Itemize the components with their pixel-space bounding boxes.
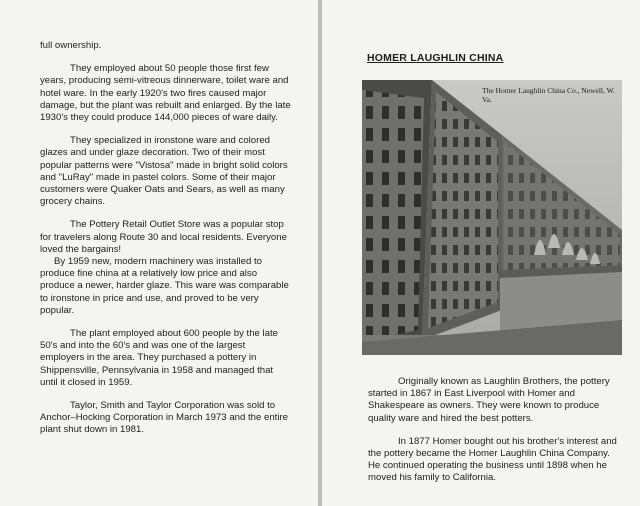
paragraph: The Pottery Retail Outlet Store was a popular stop for travelers along Route 30 and local residents. Everyone loved the bargains! (40, 219, 287, 255)
paragraph: They employed about 50 people those first few years, producing semi-vitreous dinnerware, toilet ware and hotel ware. In the early 1920's two fires caused major damage, but the plant was rebuilt and enlarged. By the late 1930's they could produce 144,000 pieces of ware daily. (40, 63, 291, 124)
photo-caption: The Homer Laughlin China Co., Newell, W. Va. (482, 86, 615, 104)
paragraph: They specialized in ironstone ware and colored glazes and under glaze decoration. Two of their most popular patterns were "Vistosa" made in bright solid colors and "LuRay" made in pastel colors. Some of their major customers were Quaker Oats and Sears, as well as many grocery chains. (40, 135, 288, 208)
paragraph: In 1877 Homer bought out his brother's interest and the pottery became the Homer Laughlin China Company. He continued operating the business until 1898 when he moved his family to California. (368, 435, 617, 484)
paragraph: By 1959 new, modern machinery was installed to produce fine china at a relatively low price and also produce a newer, harder glaze. This ware was comparable to ironstone in price and use, and proved to be very popular. (40, 256, 289, 316)
left-page (0, 0, 318, 506)
paragraph: full ownership. (40, 40, 102, 51)
left-text-column (40, 40, 292, 448)
factory-photo (362, 80, 622, 355)
factory-building-image (362, 80, 622, 355)
paragraph: Taylor, Smith and Taylor Corporation was sold to Anchor–Hocking Corporation in March 1973 and the entire plant shut down in 1981. (40, 400, 288, 436)
right-text-column (368, 376, 618, 496)
page-title: HOMER LAUGHLIN CHINA (367, 52, 504, 64)
paragraph: Originally known as Laughlin Brothers, the pottery started in 1867 in East Liverpool with Homer and Shakespeare as owners. They were known to produce quality ware and hired the best potters. (368, 376, 610, 424)
paragraph: The plant employed about 600 people by the late 50's and into the 60's and was one of the largest employers in the area. They purchased a pottery in Shippensville, Pennsylvania in 1958 and managed that until it closed in 1959. (40, 328, 279, 388)
